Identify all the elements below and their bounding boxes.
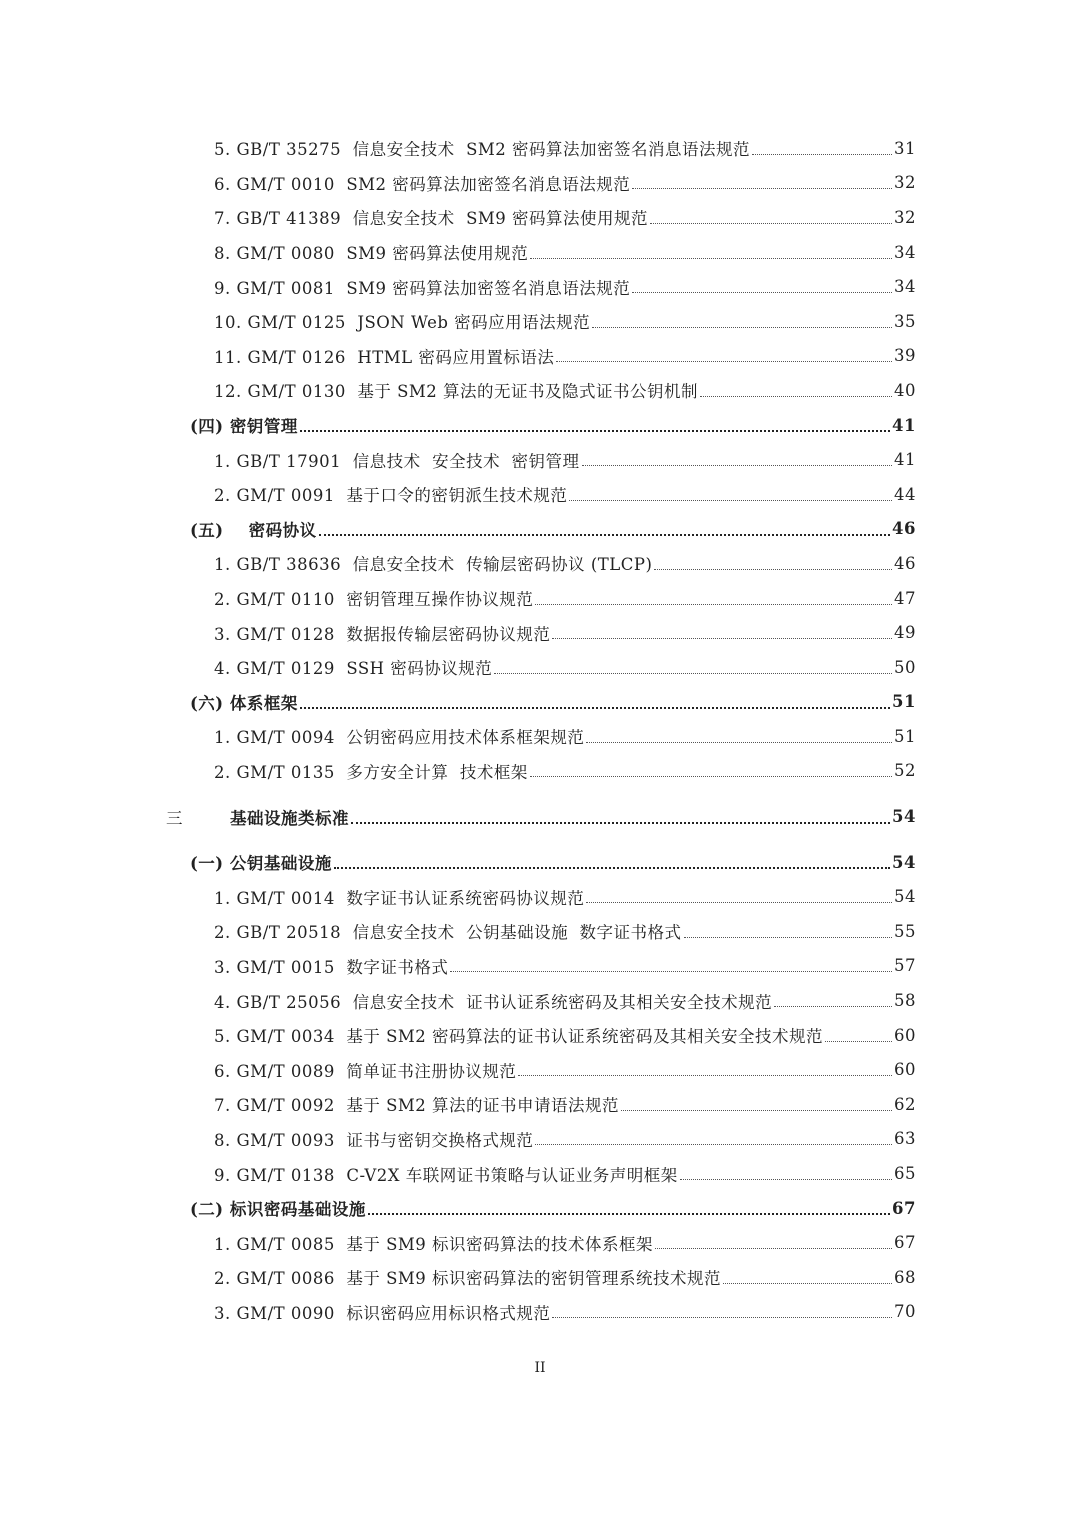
dot-leader (552, 638, 892, 639)
toc-page-number: 62 (894, 1094, 916, 1114)
toc-title: 1. GM/T 0094 公钥密码应用技术体系框架规范 (214, 728, 585, 748)
toc-title: 11. GM/T 0126 HTML 密码应用置标语法 (214, 347, 555, 367)
toc-entry[interactable] (214, 949, 916, 984)
dot-leader (535, 1144, 892, 1145)
toc-entry[interactable] (214, 1260, 916, 1295)
toc-title: 3. GM/T 0128 数据报传输层密码协议规范 (214, 624, 551, 644)
toc-entry[interactable] (214, 546, 916, 581)
toc-title: 3. GM/T 0090 标识密码应用标识格式规范 (214, 1303, 551, 1323)
toc-title: (四) 密钥管理 (190, 417, 298, 437)
toc-page-number: 44 (894, 484, 916, 504)
table-of-contents (0, 131, 1080, 1329)
toc-section[interactable] (190, 845, 916, 880)
toc-title: 2. GM/T 0135 多方安全计算 技术框架 (214, 762, 528, 782)
toc-entry[interactable] (214, 131, 916, 166)
toc-title: 9. GM/T 0081 SM9 密码算法加密签名消息语法规范 (214, 278, 631, 298)
toc-page-number: 54 (892, 852, 916, 872)
toc-entry[interactable] (214, 1052, 916, 1087)
toc-title: 5. GM/T 0034 基于 SM2 密码算法的证书认证系统密码及其相关安全技术规范 (214, 1027, 824, 1047)
toc-page-number: 31 (894, 138, 916, 158)
dot-leader (632, 188, 892, 189)
toc-title: 5. GB/T 35275 信息安全技术 SM2 密码算法加密签名消息语法规范 (214, 140, 751, 160)
toc-entry[interactable] (214, 719, 916, 754)
toc-page-number: 51 (894, 726, 916, 746)
toc-title: 4. GM/T 0129 SSH 密码协议规范 (214, 659, 493, 679)
toc-page-number: 49 (894, 623, 916, 643)
toc-chapter-number: 三 (166, 808, 183, 828)
toc-page-number: 65 (894, 1164, 916, 1184)
toc-page-number: 58 (894, 991, 916, 1011)
toc-title: 1. GM/T 0014 数字证书认证系统密码协议规范 (214, 888, 585, 908)
toc-entry[interactable] (214, 1225, 916, 1260)
dot-leader (552, 1317, 892, 1318)
toc-title: (六) 体系框架 (190, 693, 298, 713)
toc-page-number: 57 (894, 956, 916, 976)
toc-title: 8. GM/T 0080 SM9 密码算法使用规范 (214, 244, 529, 264)
toc-entry[interactable] (214, 983, 916, 1018)
dot-leader (351, 822, 890, 824)
toc-page-number: 60 (894, 1060, 916, 1080)
dot-leader (319, 534, 890, 536)
dot-leader (774, 1006, 892, 1007)
toc-title: 基础设施类标准 (230, 808, 349, 828)
toc-entry[interactable] (214, 615, 916, 650)
toc-entry[interactable] (214, 879, 916, 914)
toc-title: (一) 公钥基础设施 (190, 854, 332, 874)
toc-entry[interactable] (214, 166, 916, 201)
dot-leader (450, 971, 892, 972)
dot-leader (825, 1041, 892, 1042)
toc-entry[interactable] (214, 1295, 916, 1330)
toc-page-number: 32 (894, 207, 916, 227)
toc-chapter[interactable] (166, 799, 916, 834)
toc-title: 6. GM/T 0089 简单证书注册协议规范 (214, 1061, 517, 1081)
dot-leader (582, 465, 892, 466)
toc-page-number: 54 (894, 887, 916, 907)
toc-title: 7. GB/T 41389 信息安全技术 SM9 密码算法使用规范 (214, 209, 649, 229)
toc-entry[interactable] (214, 339, 916, 374)
toc-page-number: 46 (892, 519, 916, 539)
dot-leader (556, 361, 892, 362)
toc-page-number: 55 (894, 921, 916, 941)
toc-title: 12. GM/T 0130 基于 SM2 算法的无证书及隐式证书公钥机制 (214, 382, 699, 402)
toc-page-number: 60 (894, 1025, 916, 1045)
toc-section[interactable] (190, 408, 916, 443)
toc-entry[interactable] (214, 269, 916, 304)
toc-title: 1. GM/T 0085 基于 SM9 标识密码算法的技术体系框架 (214, 1234, 654, 1254)
toc-title: 2. GB/T 20518 信息安全技术 公钥基础设施 数字证书格式 (214, 923, 682, 943)
toc-entry[interactable] (214, 914, 916, 949)
toc-title: 1. GB/T 38636 信息安全技术 传输层密码协议 (TLCP) (214, 555, 653, 575)
toc-page-number: 50 (894, 657, 916, 677)
toc-section[interactable] (190, 685, 916, 720)
toc-page-number: 70 (894, 1302, 916, 1322)
dot-leader (680, 1179, 892, 1180)
toc-page-number: 67 (894, 1233, 916, 1253)
toc-title: 2. GM/T 0086 基于 SM9 标识密码算法的密钥管理系统技术规范 (214, 1269, 722, 1289)
toc-page-number: 63 (894, 1129, 916, 1149)
toc-page-number: 32 (894, 173, 916, 193)
toc-title: 7. GM/T 0092 基于 SM2 算法的证书申请语法规范 (214, 1096, 620, 1116)
toc-title: (二) 标识密码基础设施 (190, 1200, 366, 1220)
toc-title: 10. GM/T 0125 JSON Web 密码应用语法规范 (214, 313, 591, 333)
toc-page-number: 35 (894, 311, 916, 331)
toc-section[interactable] (190, 1191, 916, 1226)
dot-leader (632, 292, 892, 293)
dot-leader (518, 1075, 892, 1076)
toc-page-number: 47 (894, 588, 916, 608)
toc-title: 3. GM/T 0015 数字证书格式 (214, 957, 449, 977)
toc-entry[interactable] (214, 1122, 916, 1157)
dot-leader (569, 500, 892, 501)
toc-title: 2. GM/T 0110 密钥管理互操作协议规范 (214, 590, 534, 610)
toc-entry[interactable] (214, 1087, 916, 1122)
dot-leader (752, 154, 892, 155)
page-number: II (534, 1360, 546, 1376)
toc-entry[interactable] (214, 442, 916, 477)
dot-leader (700, 396, 892, 397)
toc-page-number: 51 (892, 692, 916, 712)
toc-section[interactable] (190, 512, 916, 547)
toc-entry[interactable] (214, 1018, 916, 1053)
dot-leader (530, 776, 892, 777)
dot-leader (621, 1110, 892, 1111)
dot-leader (535, 604, 892, 605)
dot-leader (592, 327, 892, 328)
toc-entry[interactable] (214, 200, 916, 235)
dot-leader (650, 223, 892, 224)
toc-title: 9. GM/T 0138 C-V2X 车联网证书策略与认证业务声明框架 (214, 1165, 678, 1185)
toc-entry[interactable] (214, 650, 916, 685)
dot-leader (654, 569, 892, 570)
toc-page-number: 41 (892, 415, 916, 435)
dot-leader (586, 902, 892, 903)
dot-leader (300, 707, 890, 709)
toc-entry[interactable] (214, 477, 916, 512)
dot-leader (368, 1213, 890, 1215)
dot-leader (684, 937, 892, 938)
toc-title: 4. GB/T 25056 信息安全技术 证书认证系统密码及其相关安全技术规范 (214, 992, 773, 1012)
toc-page-number: 34 (894, 242, 916, 262)
toc-page-number: 46 (894, 553, 916, 573)
toc-title: 8. GM/T 0093 证书与密钥交换格式规范 (214, 1130, 534, 1150)
dot-leader (655, 1248, 892, 1249)
toc-page-number: 40 (894, 380, 916, 400)
toc-page-number: 68 (894, 1267, 916, 1287)
toc-entry[interactable] (214, 754, 916, 789)
toc-page-number: 34 (894, 277, 916, 297)
dot-leader (494, 673, 892, 674)
toc-title: 6. GM/T 0010 SM2 密码算法加密签名消息语法规范 (214, 174, 631, 194)
dot-leader (334, 867, 890, 869)
toc-entry[interactable] (214, 235, 916, 270)
toc-page-number: 54 (892, 807, 916, 827)
toc-page-number: 52 (894, 761, 916, 781)
toc-title: 2. GM/T 0091 基于口令的密钥派生技术规范 (214, 486, 568, 506)
toc-title: (五) 密码协议 (190, 520, 317, 540)
toc-entry[interactable] (214, 304, 916, 339)
toc-entry[interactable] (214, 581, 916, 616)
toc-entry[interactable] (214, 1156, 916, 1191)
toc-entry[interactable] (214, 373, 916, 408)
dot-leader (530, 258, 892, 259)
toc-title: 1. GB/T 17901 信息技术 安全技术 密钥管理 (214, 451, 580, 471)
toc-page-number: 39 (894, 346, 916, 366)
toc-page-number: 41 (894, 450, 916, 470)
dot-leader (300, 430, 890, 432)
dot-leader (723, 1283, 892, 1284)
dot-leader (586, 742, 892, 743)
toc-page-number: 67 (892, 1198, 916, 1218)
